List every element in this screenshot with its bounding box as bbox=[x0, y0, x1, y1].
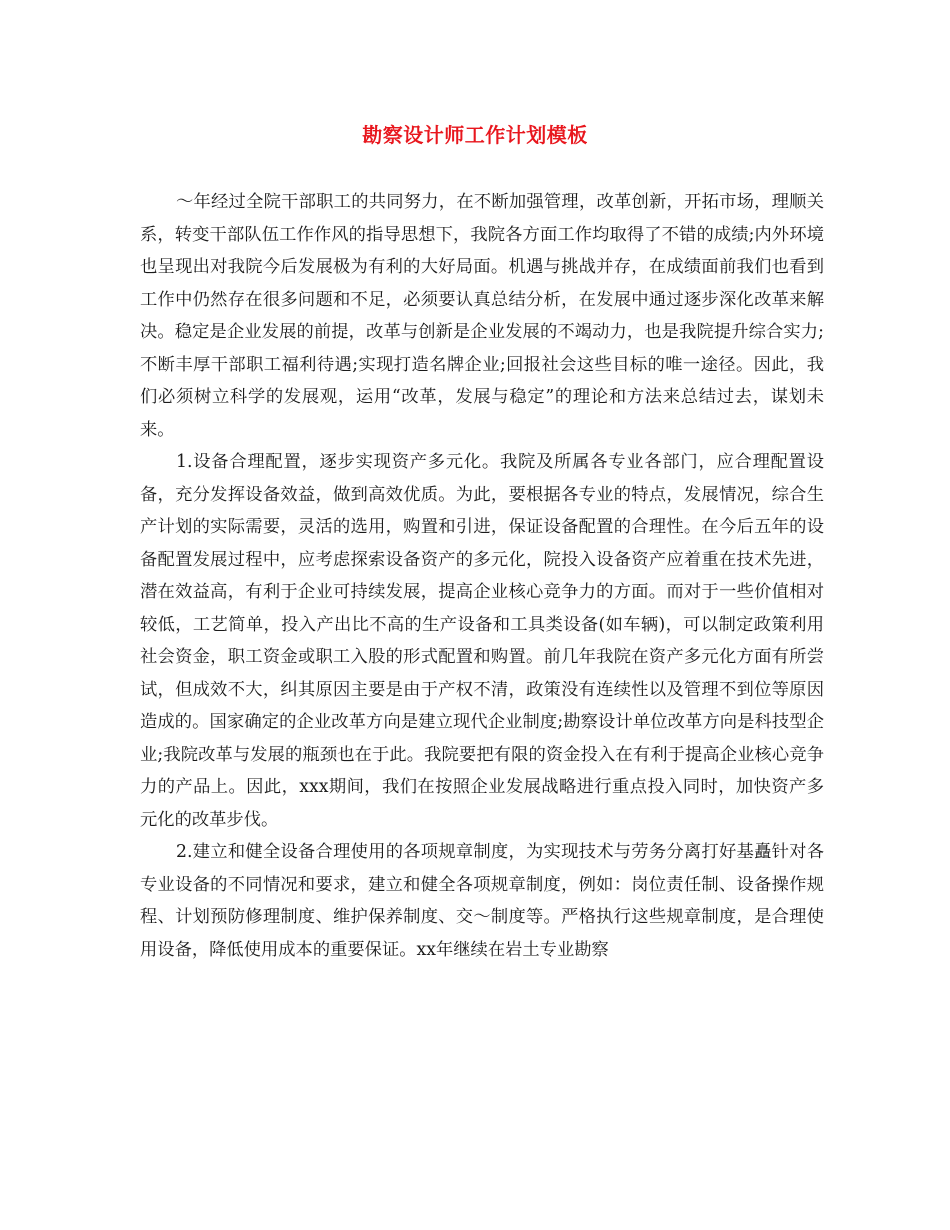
paragraph: ～年经过全院干部职工的共同努力，在不断加强管理，改革创新，开拓市场，理顺关系，转变干部队伍工作作风的指导思想下，我院各方面工作均取得了不错的成绩;内外环境也呈现出对我院今后发展极为有利的大好局面。机遇与挑战并存，在成绩面前我们也看到工作中仍然存在很多问题和不足，必须要认真总结分析，在发展中通过逐步深化改革来解决。稳定是企业发展的前提，改革与创新是企业发展的不竭动力，也是我院提升综合实力;不断丰厚干部职工福利待遇;实现打造名牌企业;回报社会这些目标的唯一途径。因此，我们必须树立科学的发展观，运用“改革，发展与稳定”的理论和方法来总结过去，谋划未来。 bbox=[140, 192, 824, 440]
paragraph: 1.设备合理配置，逐步实现资产多元化。我院及所属各专业各部门，应合理配置设备，充分发挥设备效益，做到高效优质。为此，要根据各专业的特点，发展情况，综合生产计划的实际需要，灵活的选用，购置和引进，保证设备配置的合理性。在今后五年的设备配置发展过程中，应考虑探索设备资产的多元化，院投入设备资产应着重在技术先进，潜在效益高，有利于企业可持续发展，提高企业核心竞争力的方面。而对于一些价值相对较低，工艺简单，投入产出比不高的生产设备和工具类设备(如车辆)，可以制定政策利用社会资金，职工资金或职工入股的形式配置和购置。前几年我院在资产多元化方面有所尝试，但成效不大，纠其原因主要是由于产权不清，政策没有连续性以及管理不到位等原因造成的。国家确定的企业改革方向是建立现代企业制度;勘察设计单位改革方向是科技型企业;我院改革与发展的瓶颈也在于此。我院要把有限的资金投入在有利于提高企业核心竞争力的产品上。因此，xxx期间，我们在按照企业发展战略进行重点投入同时，加快资产多元化的改革步伐。 bbox=[140, 452, 824, 830]
paragraph: 2.建立和健全设备合理使用的各项规章制度，为实现技术与劳务分离打好基矗针对各专业设备的不同情况和要求，建立和健全各项规章制度，例如：岗位责任制、设备操作规程、计划预防修理制度、维护保养制度、交～制度等。严格执行这些规章制度，是合理使用设备，降低使用成本的重要保证。xx年继续在岩土专业勘察 bbox=[140, 842, 824, 960]
document-title: 勘察设计师工作计划模板 bbox=[362, 123, 588, 147]
document-body bbox=[140, 186, 824, 966]
